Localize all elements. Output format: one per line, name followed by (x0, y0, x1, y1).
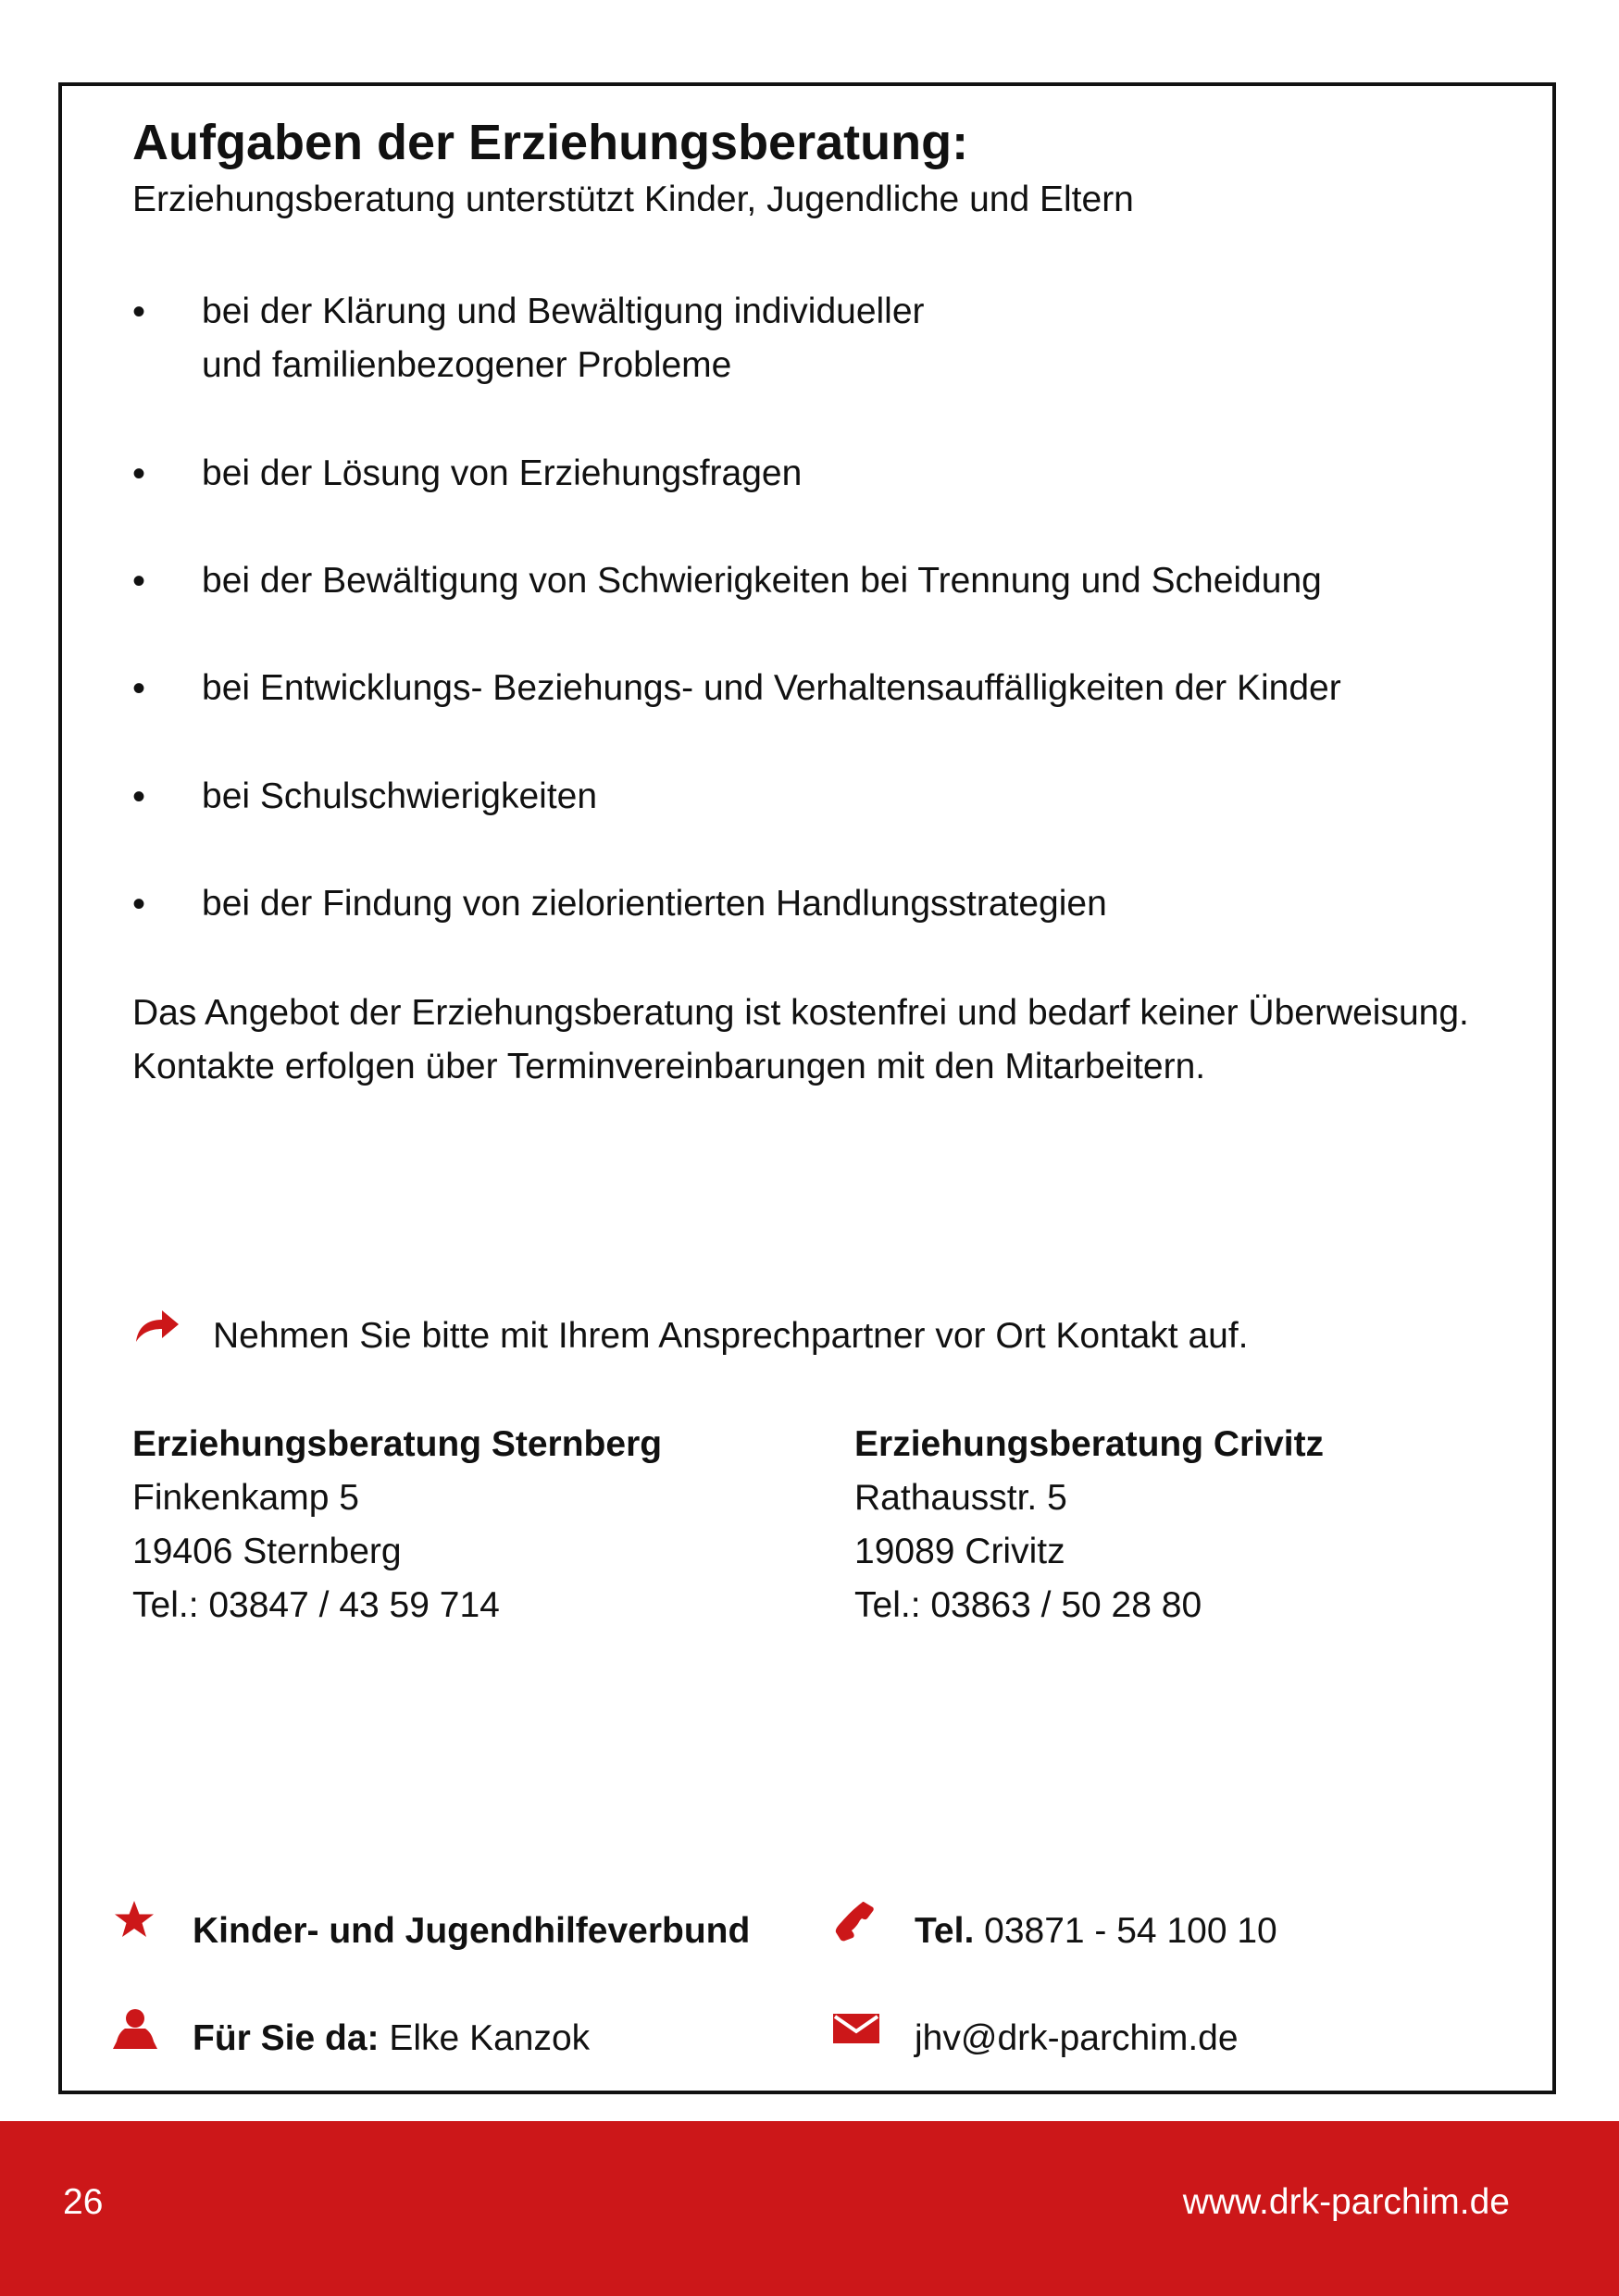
phone-label: Tel. (915, 1911, 975, 1951)
star-icon (114, 1899, 155, 1940)
list-item: bei Entwicklungs- Beziehungs- und Verhaltensauffälligkeiten der Kinder (202, 668, 1341, 708)
page-title: Aufgaben der Erziehungsberatung: (132, 115, 969, 170)
page-number: 26 (63, 2182, 104, 2222)
contact-person-label: Für Sie da: (193, 2018, 380, 2058)
office-name: Erziehungsberatung Sternberg (132, 1424, 663, 1464)
footer-phone[interactable] (915, 1905, 1277, 1958)
office-street: Finkenkamp 5 (132, 1478, 359, 1518)
page-footer (0, 2121, 1619, 2296)
bullet-marker: • (132, 453, 146, 494)
office-phone: Tel.: 03847 / 43 59 714 (132, 1585, 500, 1625)
mail-icon (833, 2014, 879, 2043)
bullet-marker: • (132, 776, 146, 817)
office-crivitz (854, 1418, 1324, 1632)
info-paragraph-line-2: Kontakte erfolgen über Terminvereinbarungen mit den Mitarbeitern. (132, 1047, 1206, 1086)
phone-number: 03871 - 54 100 10 (974, 1911, 1277, 1951)
contact-person-name: Elke Kanzok (379, 2018, 591, 2058)
organisation-name: Kinder- und Jugendhilfeverbund (193, 1911, 751, 1951)
website-link[interactable]: www.drk-parchim.de (1182, 2182, 1510, 2222)
list-item: bei der Klärung und Bewältigung individueller (202, 292, 925, 331)
office-street: Rathausstr. 5 (854, 1478, 1067, 1518)
page-subtitle: Erziehungsberatung unterstützt Kinder, Jugendliche und Eltern (132, 180, 1134, 219)
list-item: bei der Lösung von Erziehungsfragen (202, 453, 803, 493)
office-city: 19089 Crivitz (854, 1532, 1065, 1571)
office-sternberg (132, 1418, 662, 1632)
office-city: 19406 Sternberg (132, 1532, 402, 1571)
bullet-marker: • (132, 668, 146, 709)
contact-person (193, 2012, 590, 2066)
bullet-marker: • (132, 292, 146, 332)
list-item-continuation: und familienbezogener Probleme (202, 345, 732, 385)
contact-hint: Nehmen Sie bitte mit Ihrem Ansprechpartner vor Ort Kontakt auf. (213, 1316, 1249, 1356)
info-paragraph-line-1: Das Angebot der Erziehungsberatung ist kostenfrei und bedarf keiner Überweisung. (132, 993, 1469, 1033)
list-item: bei Schulschwierigkeiten (202, 776, 598, 816)
arrow-forward-icon (132, 1305, 181, 1346)
list-item: bei der Bewältigung von Schwierigkeiten bei Trennung und Scheidung (202, 561, 1322, 601)
list-item: bei der Findung von zielorientierten Handlungsstrategien (202, 884, 1107, 924)
office-name: Erziehungsberatung Crivitz (854, 1424, 1325, 1464)
office-phone: Tel.: 03863 / 50 28 80 (854, 1585, 1202, 1625)
email-link[interactable]: jhv@drk-parchim.de (915, 2018, 1239, 2058)
phone-icon (833, 1899, 876, 1942)
bullet-marker: • (132, 884, 146, 925)
bullet-marker: • (132, 561, 146, 602)
person-icon (112, 2006, 158, 2051)
